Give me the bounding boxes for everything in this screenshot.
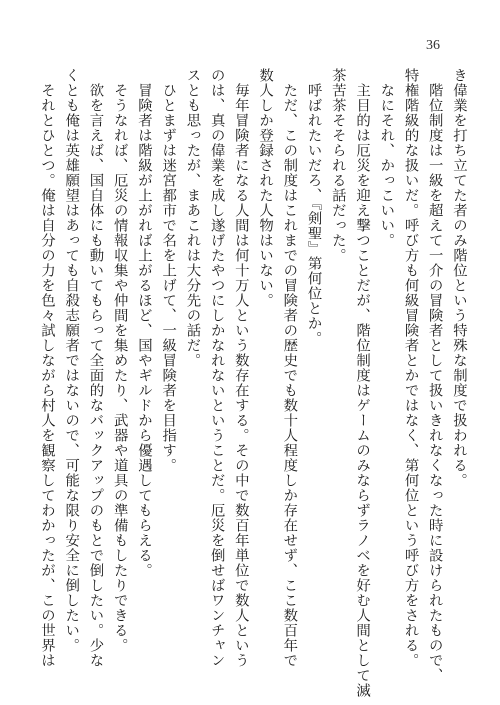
text-line: 呼ばれたいだろ、『剣聖』第何位とか。 <box>305 68 322 346</box>
text-line: 茶苦茶そそられる話だった。 <box>329 68 346 263</box>
text-line: 欲を言えば、国自体にも動いてもらって全面的なバックアップのもとで倒したい。少な <box>87 68 104 668</box>
text-line: 主目的は厄災を迎え撃つことだが、階位制度はゲームのみならずラノベを好む人間として滅 <box>354 68 371 698</box>
text-line: 毎年冒険者になる人間は何十万人という数存在する。その中で数百年単位で数人という <box>232 68 249 668</box>
text-line: 階位制度は一級を超えて一介の冒険者として扱いきれなくなった時に設けられたもので、 <box>426 68 443 683</box>
text-line: 数人しか登録された人物はいない。 <box>257 68 274 308</box>
text-line: そうなれば、厄災の情報収集や仲間を集めたり、武器や道具の準備もしたりできる。 <box>111 68 128 653</box>
vertical-text-body <box>36 68 467 698</box>
text-line: き偉業を打ち立てた者のみ階位という特殊な制度で扱われる。 <box>450 68 467 488</box>
text-line: なにそれ、かっこいい。 <box>378 68 395 248</box>
text-line: くとも俺は英雄願望はあっても自殺志願者ではないので、可能な限り安全に倒したい。 <box>63 68 80 653</box>
text-line: 冒険者は階級が上がれば上がるほど、国やギルドから優遇してもらえる。 <box>135 68 152 578</box>
text-line: それとひとつ。俺は自分の力を色々試しながら村人を観察してわかったが、この世界は <box>39 68 55 668</box>
text-line: のは、真の偉業を成し遂げたやつにしかなれないということだ。厄災を倒せばワンチャン <box>208 68 225 668</box>
text-line: 特権階級的な扱いだ。呼び方も何級冒険者とかではなく、第何位という呼び方をされる。 <box>402 68 419 668</box>
page-number: 36 <box>426 38 440 53</box>
text-line: スとも思ったが、まあこれは大分先の話だ。 <box>184 68 201 368</box>
text-line: ただ、この制度はこれまでの冒険者の歴史でも数十人程度しか存在せず、ここ数百年で <box>281 68 298 668</box>
text-line: ひとまずは迷宮都市で名を上げて、一級冒険者を目指す。 <box>160 68 177 473</box>
